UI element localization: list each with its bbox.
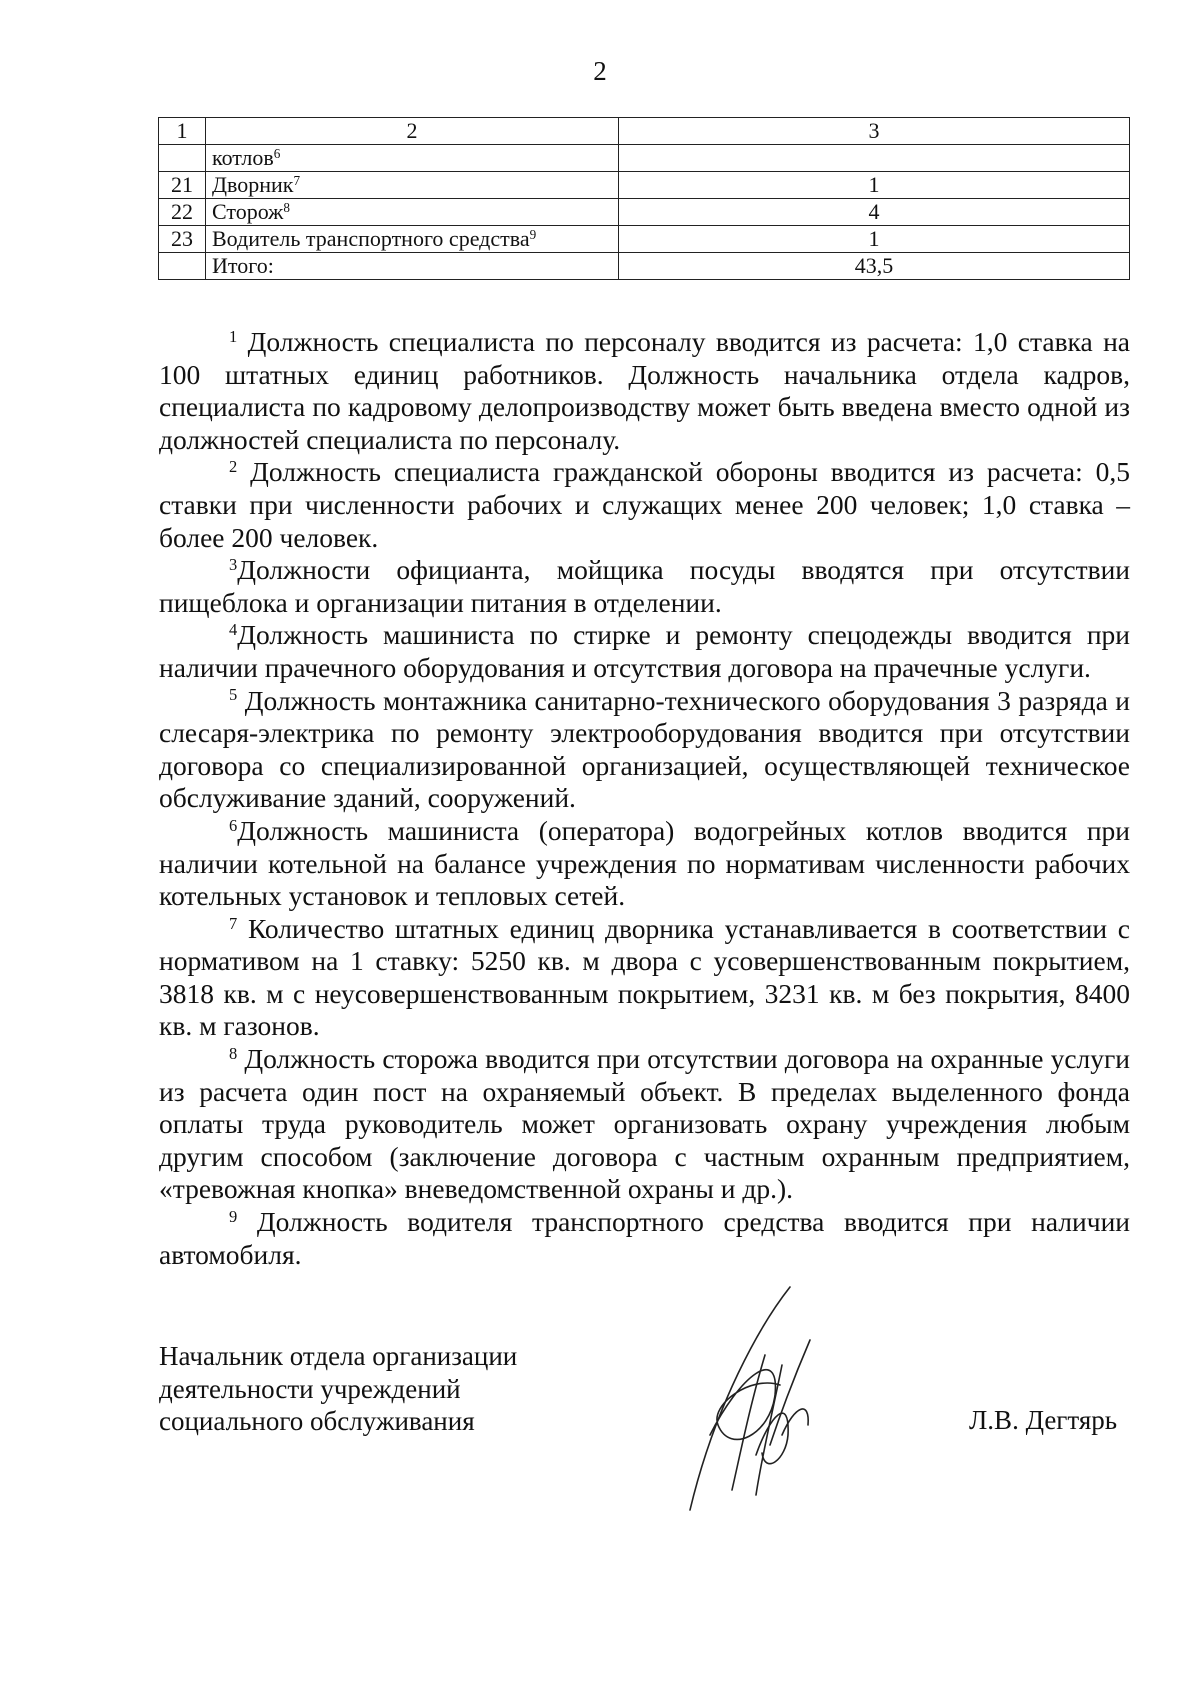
signatory-name: Л.В. Дегтярь: [969, 1405, 1118, 1435]
row-value: 1: [619, 226, 1130, 253]
row-title: Сторож: [212, 199, 284, 224]
footnotes: [159, 326, 1130, 1271]
row-number: 21: [159, 172, 206, 199]
signatory-position: [159, 1340, 517, 1438]
footnote: [159, 554, 1130, 619]
footnote-mark: 1: [229, 326, 238, 346]
footnote-mark: 2: [229, 457, 238, 477]
staffing-table: [158, 117, 1130, 280]
footnote-text: Должность водителя транспортного средства вводится при наличии автомобиля.: [159, 1206, 1130, 1270]
footnote: [159, 326, 1130, 456]
row-number: [159, 253, 206, 280]
table-row: [159, 199, 1130, 226]
footnote-text: Должности официанта, мойщика посуды вводятся при отсутствии пищеблока и организации питания в отделении.: [159, 554, 1130, 618]
table-row: [159, 226, 1130, 253]
footnote: [159, 685, 1130, 815]
footnote-mark: 6: [229, 815, 238, 835]
table-row: [159, 145, 1130, 172]
table-header-row: [159, 118, 1130, 145]
page-number: 2: [593, 56, 607, 86]
header-cell-1: 1: [159, 118, 206, 145]
total-value: 43,5: [619, 253, 1130, 280]
row-title: котлов: [212, 145, 274, 170]
footnote-mark: 9: [229, 1206, 238, 1226]
signatory-position-line: социального обслуживания: [159, 1406, 475, 1436]
footnote-text: Должность сторожа вводится при отсутствии договора на охранные услуги из расчета один пост на охраняемый объект. В пределах выделенного фонда оплаты труда руководитель может организовать охрану учреждения любым другим способом (заключение договора с частным охранным предприятием, «тревожная кнопка» вневедомственной охраны и др.).: [159, 1043, 1130, 1205]
row-title: Дворник: [212, 172, 294, 197]
row-number: [159, 145, 206, 172]
footnote-text: Должность машиниста по стирке и ремонту спецодежды вводится при наличии прачечного оборудования и отсутствия договора на прачечные услуги.: [159, 619, 1130, 683]
footnote-ref: 6: [273, 145, 281, 161]
footnote-mark: 3: [229, 555, 238, 575]
signatory-position-line: деятельности учреждений: [159, 1373, 461, 1404]
footnote-text: Должность специалиста по персоналу вводится из расчета: 1,0 ставка на 100 штатных единиц работников. Должность начальника отдела кадров, специалиста по кадровому делопроизводству может быть введена вместо одной из должностей специалиста по персоналу.: [159, 326, 1130, 455]
footnote: [159, 913, 1130, 1043]
footnote-mark: 5: [229, 685, 238, 705]
row-title: Итого:: [212, 253, 274, 278]
row-title: Водитель транспортного средства: [212, 226, 530, 251]
footnote: [159, 1206, 1130, 1271]
footnote-text: Должность специалиста гражданской обороны вводится из расчета: 0,5 ставки при численности рабочих и служащих менее 200 человек; 1,0 ставка – более 200 человек.: [159, 456, 1130, 553]
handwritten-signature: [670, 1285, 870, 1515]
footnote-mark: 7: [229, 913, 238, 933]
footnote: [159, 1043, 1130, 1206]
header-cell-2: 2: [206, 118, 619, 145]
row-title-cell: [206, 253, 619, 280]
footnote: [159, 619, 1130, 684]
row-value: 1: [619, 172, 1130, 199]
row-title-cell: [206, 199, 619, 226]
footnote-ref: 9: [529, 226, 537, 242]
footnote: [159, 456, 1130, 554]
row-number: 22: [159, 199, 206, 226]
table-total-row: [159, 253, 1130, 280]
footnote-ref: 8: [283, 199, 290, 215]
table-row: [159, 172, 1130, 199]
row-title-cell: [206, 145, 619, 172]
row-number: 23: [159, 226, 206, 253]
signatory-position-line: Начальник отдела организации: [159, 1341, 518, 1371]
footnote-ref: 7: [293, 172, 301, 188]
row-value: 4: [619, 199, 1130, 226]
header-cell-3: 3: [619, 118, 1130, 145]
footnote-text: Должность монтажника санитарно-технического оборудования 3 разряда и слесаря-электрика по ремонту электрооборудования вводится при отсутствии договора со специализированной организацией, осуществляющей техническое обслуживание зданий, сооружений.: [159, 684, 1130, 814]
row-title-cell: [206, 172, 619, 199]
footnote-mark: 4: [229, 620, 238, 640]
footnote-text: Количество штатных единиц дворника устанавливается в соответствии с нормативом на 1 ставку: 5250 кв. м двора с усовершенствованным покрытием, 3818 кв. м с неусовершенствованным покрытием, 3231 кв. м без покрытия, 8400 кв. м газонов.: [159, 912, 1130, 1042]
footnote-text: Должность машиниста (оператора) водогрейных котлов вводится при наличии котельной на балансе учреждения по нормативам численности рабочих котельных установок и тепловых сетей.: [159, 814, 1130, 912]
row-title-cell: [206, 226, 619, 253]
footnote: [159, 815, 1130, 913]
row-value: [619, 145, 1130, 172]
footnote-mark: 8: [229, 1044, 238, 1063]
